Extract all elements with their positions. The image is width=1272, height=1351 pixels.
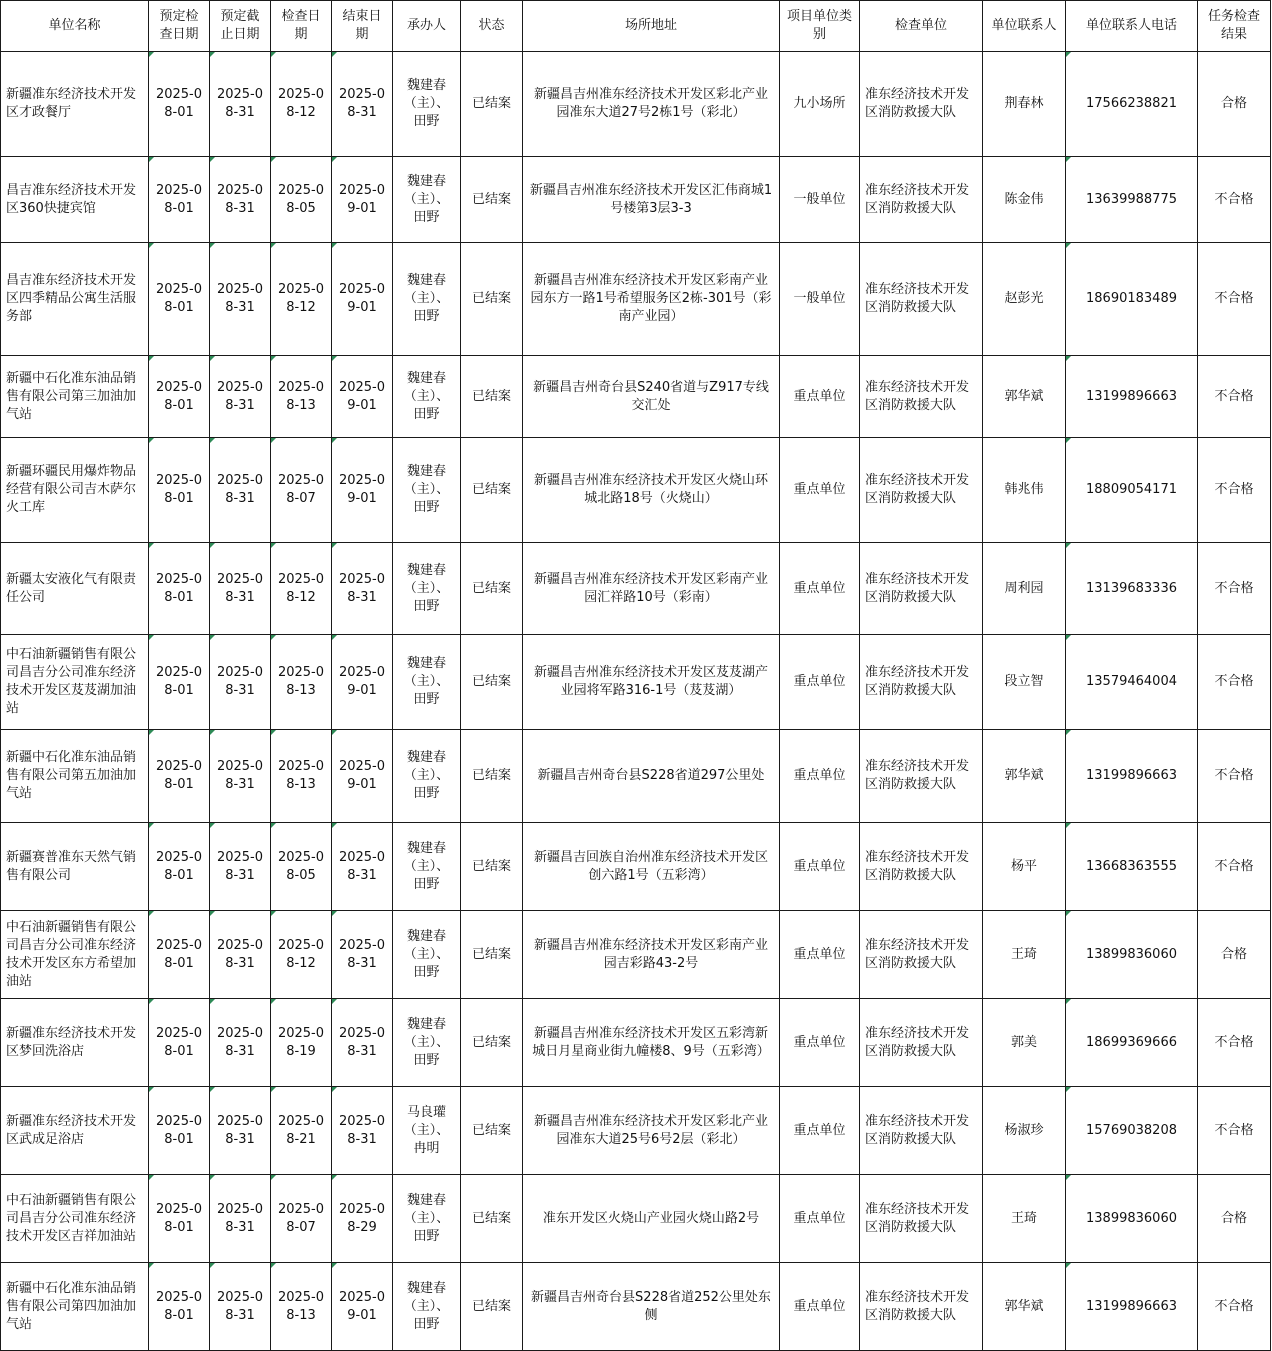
table-row[interactable] [1, 730, 1271, 823]
cell-phone[interactable]: 13139683336 [1066, 543, 1198, 635]
cell-phone[interactable]: 13899836060 [1066, 1175, 1198, 1263]
table-row[interactable] [1, 1175, 1271, 1263]
table-row[interactable] [1, 1087, 1271, 1175]
table-row[interactable] [1, 911, 1271, 999]
cell-address[interactable]: 新疆昌吉州准东经济技术开发区火烧山环城北路18号（火烧山） [523, 438, 780, 543]
cell-result[interactable]: 合格 [1198, 52, 1271, 157]
cell-plan-end[interactable]: 2025-08-31 [210, 157, 271, 243]
cell-inspector[interactable]: 准东经济技术开发区消防救援大队 [860, 911, 983, 999]
cell-handler[interactable]: 魏建春（主）、田野 [393, 730, 461, 823]
col-header-plan-start[interactable]: 预定检查日期 [149, 1, 210, 52]
cell-handler[interactable]: 魏建春（主）、田野 [393, 823, 461, 911]
cell-unit-name[interactable]: 新疆中石化准东油品销售有限公司第五加油加气站 [1, 730, 149, 823]
cell-category[interactable]: 重点单位 [780, 356, 860, 438]
cell-inspector[interactable]: 准东经济技术开发区消防救援大队 [860, 243, 983, 356]
cell-handler[interactable]: 魏建春（主）、田野 [393, 543, 461, 635]
cell-contact[interactable]: 郭美 [983, 999, 1066, 1087]
cell-plan-start[interactable]: 2025-08-01 [149, 356, 210, 438]
cell-unit-name[interactable]: 新疆赛普准东天然气销售有限公司 [1, 823, 149, 911]
col-header-contact[interactable]: 单位联系人 [983, 1, 1066, 52]
cell-contact[interactable]: 陈金伟 [983, 157, 1066, 243]
cell-address[interactable]: 新疆昌吉州准东经济技术开发区彩北产业园准东大道25号6号2层（彩北） [523, 1087, 780, 1175]
cell-unit-name[interactable]: 新疆准东经济技术开发区梦回洗浴店 [1, 999, 149, 1087]
cell-result[interactable]: 合格 [1198, 911, 1271, 999]
cell-end-date[interactable]: 2025-08-31 [332, 823, 393, 911]
cell-unit-name[interactable]: 新疆准东经济技术开发区才政餐厅 [1, 52, 149, 157]
cell-phone[interactable]: 13579464004 [1066, 635, 1198, 730]
cell-phone[interactable]: 17566238821 [1066, 52, 1198, 157]
cell-check-date[interactable]: 2025-08-13 [271, 730, 332, 823]
cell-category[interactable]: 九小场所 [780, 52, 860, 157]
cell-inspector[interactable]: 准东经济技术开发区消防救援大队 [860, 1087, 983, 1175]
col-header-category[interactable]: 项目单位类别 [780, 1, 860, 52]
cell-end-date[interactable]: 2025-08-31 [332, 52, 393, 157]
cell-address[interactable]: 新疆昌吉州准东经济技术开发区汇伟商城1号楼第3层3-3 [523, 157, 780, 243]
cell-handler[interactable]: 魏建春（主）、田野 [393, 1263, 461, 1351]
cell-end-date[interactable]: 2025-08-31 [332, 543, 393, 635]
cell-plan-start[interactable]: 2025-08-01 [149, 999, 210, 1087]
cell-contact[interactable]: 周利园 [983, 543, 1066, 635]
cell-status[interactable]: 已结案 [461, 543, 523, 635]
cell-category[interactable]: 重点单位 [780, 438, 860, 543]
table-row[interactable] [1, 1263, 1271, 1351]
col-header-end-date[interactable]: 结束日期 [332, 1, 393, 52]
cell-check-date[interactable]: 2025-08-13 [271, 635, 332, 730]
cell-contact[interactable]: 郭华斌 [983, 1263, 1066, 1351]
cell-result[interactable]: 不合格 [1198, 243, 1271, 356]
cell-phone[interactable]: 13199896663 [1066, 356, 1198, 438]
cell-status[interactable]: 已结案 [461, 52, 523, 157]
table-row[interactable] [1, 635, 1271, 730]
cell-status[interactable]: 已结案 [461, 1087, 523, 1175]
cell-result[interactable]: 不合格 [1198, 157, 1271, 243]
cell-inspector[interactable]: 准东经济技术开发区消防救援大队 [860, 730, 983, 823]
cell-check-date[interactable]: 2025-08-13 [271, 1263, 332, 1351]
cell-plan-start[interactable]: 2025-08-01 [149, 911, 210, 999]
cell-end-date[interactable]: 2025-09-01 [332, 438, 393, 543]
cell-plan-start[interactable]: 2025-08-01 [149, 823, 210, 911]
cell-unit-name[interactable]: 昌吉准东经济技术开发区四季精品公寓生活服务部 [1, 243, 149, 356]
cell-address[interactable]: 新疆昌吉州奇台县S228省道252公里处东侧 [523, 1263, 780, 1351]
cell-category[interactable]: 重点单位 [780, 1263, 860, 1351]
cell-end-date[interactable]: 2025-08-31 [332, 911, 393, 999]
cell-phone[interactable]: 13668363555 [1066, 823, 1198, 911]
cell-category[interactable]: 重点单位 [780, 635, 860, 730]
cell-plan-end[interactable]: 2025-08-31 [210, 1087, 271, 1175]
cell-plan-end[interactable]: 2025-08-31 [210, 543, 271, 635]
cell-phone[interactable]: 15769038208 [1066, 1087, 1198, 1175]
cell-status[interactable]: 已结案 [461, 1175, 523, 1263]
cell-status[interactable]: 已结案 [461, 823, 523, 911]
cell-phone[interactable]: 18690183489 [1066, 243, 1198, 356]
cell-check-date[interactable]: 2025-08-12 [271, 543, 332, 635]
cell-contact[interactable]: 郭华斌 [983, 356, 1066, 438]
cell-unit-name[interactable]: 新疆中石化准东油品销售有限公司第三加油加气站 [1, 356, 149, 438]
cell-status[interactable]: 已结案 [461, 999, 523, 1087]
col-header-inspector[interactable]: 检查单位 [860, 1, 983, 52]
cell-handler[interactable]: 魏建春（主）、田野 [393, 356, 461, 438]
cell-phone[interactable]: 13639988775 [1066, 157, 1198, 243]
cell-status[interactable]: 已结案 [461, 438, 523, 543]
col-header-result[interactable]: 任务检查结果 [1198, 1, 1271, 52]
cell-result[interactable]: 不合格 [1198, 356, 1271, 438]
cell-category[interactable]: 重点单位 [780, 1175, 860, 1263]
cell-inspector[interactable]: 准东经济技术开发区消防救援大队 [860, 356, 983, 438]
cell-phone[interactable]: 18699369666 [1066, 999, 1198, 1087]
cell-check-date[interactable]: 2025-08-13 [271, 356, 332, 438]
cell-plan-end[interactable]: 2025-08-31 [210, 356, 271, 438]
cell-phone[interactable]: 13199896663 [1066, 730, 1198, 823]
cell-address[interactable]: 新疆昌吉州准东经济技术开发区彩南产业园东方一路1号希望服务区2栋-301号（彩南产业园） [523, 243, 780, 356]
cell-end-date[interactable]: 2025-09-01 [332, 356, 393, 438]
cell-address[interactable]: 新疆昌吉回族自治州准东经济技术开发区创六路1号（五彩湾） [523, 823, 780, 911]
cell-check-date[interactable]: 2025-08-21 [271, 1087, 332, 1175]
table-row[interactable] [1, 243, 1271, 356]
cell-status[interactable]: 已结案 [461, 1263, 523, 1351]
cell-plan-end[interactable]: 2025-08-31 [210, 999, 271, 1087]
cell-inspector[interactable]: 准东经济技术开发区消防救援大队 [860, 157, 983, 243]
cell-end-date[interactable]: 2025-09-01 [332, 635, 393, 730]
table-row[interactable] [1, 438, 1271, 543]
cell-plan-end[interactable]: 2025-08-31 [210, 635, 271, 730]
col-header-handler[interactable]: 承办人 [393, 1, 461, 52]
cell-plan-end[interactable]: 2025-08-31 [210, 438, 271, 543]
cell-end-date[interactable]: 2025-09-01 [332, 157, 393, 243]
cell-unit-name[interactable]: 新疆太安液化气有限责任公司 [1, 543, 149, 635]
cell-plan-start[interactable]: 2025-08-01 [149, 438, 210, 543]
cell-check-date[interactable]: 2025-08-12 [271, 911, 332, 999]
cell-result[interactable]: 不合格 [1198, 1263, 1271, 1351]
cell-unit-name[interactable]: 新疆环疆民用爆炸物品经营有限公司吉木萨尔火工库 [1, 438, 149, 543]
col-header-plan-end[interactable]: 预定截止日期 [210, 1, 271, 52]
cell-inspector[interactable]: 准东经济技术开发区消防救援大队 [860, 1175, 983, 1263]
cell-end-date[interactable]: 2025-09-01 [332, 243, 393, 356]
cell-check-date[interactable]: 2025-08-05 [271, 823, 332, 911]
cell-result[interactable]: 合格 [1198, 1175, 1271, 1263]
cell-end-date[interactable]: 2025-09-01 [332, 1263, 393, 1351]
cell-category[interactable]: 重点单位 [780, 730, 860, 823]
cell-phone[interactable]: 18809054171 [1066, 438, 1198, 543]
col-header-status[interactable]: 状态 [461, 1, 523, 52]
cell-handler[interactable]: 魏建春（主）、田野 [393, 243, 461, 356]
cell-plan-start[interactable]: 2025-08-01 [149, 1087, 210, 1175]
col-header-unit-name[interactable]: 单位名称 [1, 1, 149, 52]
table-row[interactable] [1, 999, 1271, 1087]
cell-unit-name[interactable]: 中石油新疆销售有限公司昌吉分公司准东经济技术开发区芨芨湖加油站 [1, 635, 149, 730]
table-row[interactable] [1, 356, 1271, 438]
cell-category[interactable]: 一般单位 [780, 157, 860, 243]
cell-inspector[interactable]: 准东经济技术开发区消防救援大队 [860, 1263, 983, 1351]
cell-status[interactable]: 已结案 [461, 730, 523, 823]
col-header-phone[interactable]: 单位联系人电话 [1066, 1, 1198, 52]
cell-contact[interactable]: 王琦 [983, 911, 1066, 999]
cell-phone[interactable]: 13199896663 [1066, 1263, 1198, 1351]
cell-plan-start[interactable]: 2025-08-01 [149, 635, 210, 730]
table-body [1, 52, 1271, 1351]
cell-address[interactable]: 准东开发区火烧山产业园火烧山路2号 [523, 1175, 780, 1263]
col-header-address[interactable]: 场所地址 [523, 1, 780, 52]
cell-inspector[interactable]: 准东经济技术开发区消防救援大队 [860, 999, 983, 1087]
cell-end-date[interactable]: 2025-09-01 [332, 730, 393, 823]
col-header-check-date[interactable]: 检查日期 [271, 1, 332, 52]
cell-contact[interactable]: 王琦 [983, 1175, 1066, 1263]
cell-plan-start[interactable]: 2025-08-01 [149, 543, 210, 635]
cell-address[interactable]: 新疆昌吉州奇台县S240省道与Z917专线交汇处 [523, 356, 780, 438]
cell-category[interactable]: 重点单位 [780, 999, 860, 1087]
cell-status[interactable]: 已结案 [461, 911, 523, 999]
cell-handler[interactable]: 魏建春（主）、田野 [393, 157, 461, 243]
cell-result[interactable]: 不合格 [1198, 823, 1271, 911]
cell-contact[interactable]: 韩兆伟 [983, 438, 1066, 543]
cell-plan-start[interactable]: 2025-08-01 [149, 730, 210, 823]
table-row[interactable] [1, 157, 1271, 243]
table-row[interactable] [1, 823, 1271, 911]
table-row[interactable] [1, 543, 1271, 635]
cell-result[interactable]: 不合格 [1198, 999, 1271, 1087]
cell-address[interactable]: 新疆昌吉州准东经济技术开发区彩南产业园汇祥路10号（彩南） [523, 543, 780, 635]
cell-unit-name[interactable]: 新疆准东经济技术开发区武成足浴店 [1, 1087, 149, 1175]
cell-inspector[interactable]: 准东经济技术开发区消防救援大队 [860, 635, 983, 730]
cell-inspector[interactable]: 准东经济技术开发区消防救援大队 [860, 438, 983, 543]
cell-handler[interactable]: 马良瓘（主）、冉明 [393, 1087, 461, 1175]
cell-handler[interactable]: 魏建春（主）、田野 [393, 999, 461, 1087]
header-row [1, 1, 1271, 52]
cell-inspector[interactable]: 准东经济技术开发区消防救援大队 [860, 543, 983, 635]
cell-plan-start[interactable]: 2025-08-01 [149, 1175, 210, 1263]
table-row[interactable] [1, 52, 1271, 157]
cell-contact[interactable]: 郭华斌 [983, 730, 1066, 823]
cell-plan-start[interactable]: 2025-08-01 [149, 1263, 210, 1351]
cell-plan-end[interactable]: 2025-08-31 [210, 911, 271, 999]
cell-unit-name[interactable]: 中石油新疆销售有限公司昌吉分公司准东经济技术开发区吉祥加油站 [1, 1175, 149, 1263]
cell-inspector[interactable]: 准东经济技术开发区消防救援大队 [860, 823, 983, 911]
cell-plan-end[interactable]: 2025-08-31 [210, 52, 271, 157]
cell-status[interactable]: 已结案 [461, 356, 523, 438]
cell-unit-name[interactable]: 中石油新疆销售有限公司昌吉分公司准东经济技术开发区东方希望加油站 [1, 911, 149, 999]
cell-category[interactable]: 重点单位 [780, 1087, 860, 1175]
cell-check-date[interactable]: 2025-08-07 [271, 438, 332, 543]
cell-plan-end[interactable]: 2025-08-31 [210, 730, 271, 823]
cell-plan-start[interactable]: 2025-08-01 [149, 243, 210, 356]
cell-check-date[interactable]: 2025-08-05 [271, 157, 332, 243]
cell-result[interactable]: 不合格 [1198, 635, 1271, 730]
cell-handler[interactable]: 魏建春（主）、田野 [393, 1175, 461, 1263]
cell-contact[interactable]: 荆春林 [983, 52, 1066, 157]
cell-result[interactable]: 不合格 [1198, 438, 1271, 543]
cell-status[interactable]: 已结案 [461, 157, 523, 243]
cell-handler[interactable]: 魏建春（主）、田野 [393, 438, 461, 543]
cell-handler[interactable]: 魏建春（主）、田野 [393, 635, 461, 730]
cell-contact[interactable]: 赵彭光 [983, 243, 1066, 356]
cell-plan-end[interactable]: 2025-08-31 [210, 1175, 271, 1263]
cell-address[interactable]: 新疆昌吉州奇台县S228省道297公里处 [523, 730, 780, 823]
cell-handler[interactable]: 魏建春（主）、田野 [393, 52, 461, 157]
cell-contact[interactable]: 杨淑珍 [983, 1087, 1066, 1175]
cell-category[interactable]: 重点单位 [780, 911, 860, 999]
cell-check-date[interactable]: 2025-08-07 [271, 1175, 332, 1263]
cell-plan-end[interactable]: 2025-08-31 [210, 823, 271, 911]
cell-category[interactable]: 重点单位 [780, 543, 860, 635]
cell-check-date[interactable]: 2025-08-19 [271, 999, 332, 1087]
cell-check-date[interactable]: 2025-08-12 [271, 243, 332, 356]
cell-category[interactable]: 重点单位 [780, 823, 860, 911]
cell-result[interactable]: 不合格 [1198, 543, 1271, 635]
cell-phone[interactable]: 13899836060 [1066, 911, 1198, 999]
cell-address[interactable]: 新疆昌吉州准东经济技术开发区芨芨湖产业园将军路316-1号（芨芨湖） [523, 635, 780, 730]
cell-end-date[interactable]: 2025-08-31 [332, 1087, 393, 1175]
cell-plan-start[interactable]: 2025-08-01 [149, 52, 210, 157]
cell-plan-start[interactable]: 2025-08-01 [149, 157, 210, 243]
cell-inspector[interactable]: 准东经济技术开发区消防救援大队 [860, 52, 983, 157]
cell-end-date[interactable]: 2025-08-31 [332, 999, 393, 1087]
cell-address[interactable]: 新疆昌吉州准东经济技术开发区彩南产业园吉彩路43-2号 [523, 911, 780, 999]
cell-result[interactable]: 不合格 [1198, 730, 1271, 823]
cell-end-date[interactable]: 2025-08-29 [332, 1175, 393, 1263]
cell-contact[interactable]: 杨平 [983, 823, 1066, 911]
cell-contact[interactable]: 段立智 [983, 635, 1066, 730]
cell-category[interactable]: 一般单位 [780, 243, 860, 356]
cell-plan-end[interactable]: 2025-08-31 [210, 1263, 271, 1351]
cell-check-date[interactable]: 2025-08-12 [271, 52, 332, 157]
cell-status[interactable]: 已结案 [461, 635, 523, 730]
cell-plan-end[interactable]: 2025-08-31 [210, 243, 271, 356]
cell-status[interactable]: 已结案 [461, 243, 523, 356]
cell-handler[interactable]: 魏建春（主）、田野 [393, 911, 461, 999]
cell-address[interactable]: 新疆昌吉州准东经济技术开发区五彩湾新城日月星商业街九幢楼8、9号（五彩湾） [523, 999, 780, 1087]
cell-unit-name[interactable]: 昌吉准东经济技术开发区360快捷宾馆 [1, 157, 149, 243]
cell-address[interactable]: 新疆昌吉州准东经济技术开发区彩北产业园准东大道27号2栋1号（彩北） [523, 52, 780, 157]
cell-unit-name[interactable]: 新疆中石化准东油品销售有限公司第四加油加气站 [1, 1263, 149, 1351]
cell-result[interactable]: 不合格 [1198, 1087, 1271, 1175]
